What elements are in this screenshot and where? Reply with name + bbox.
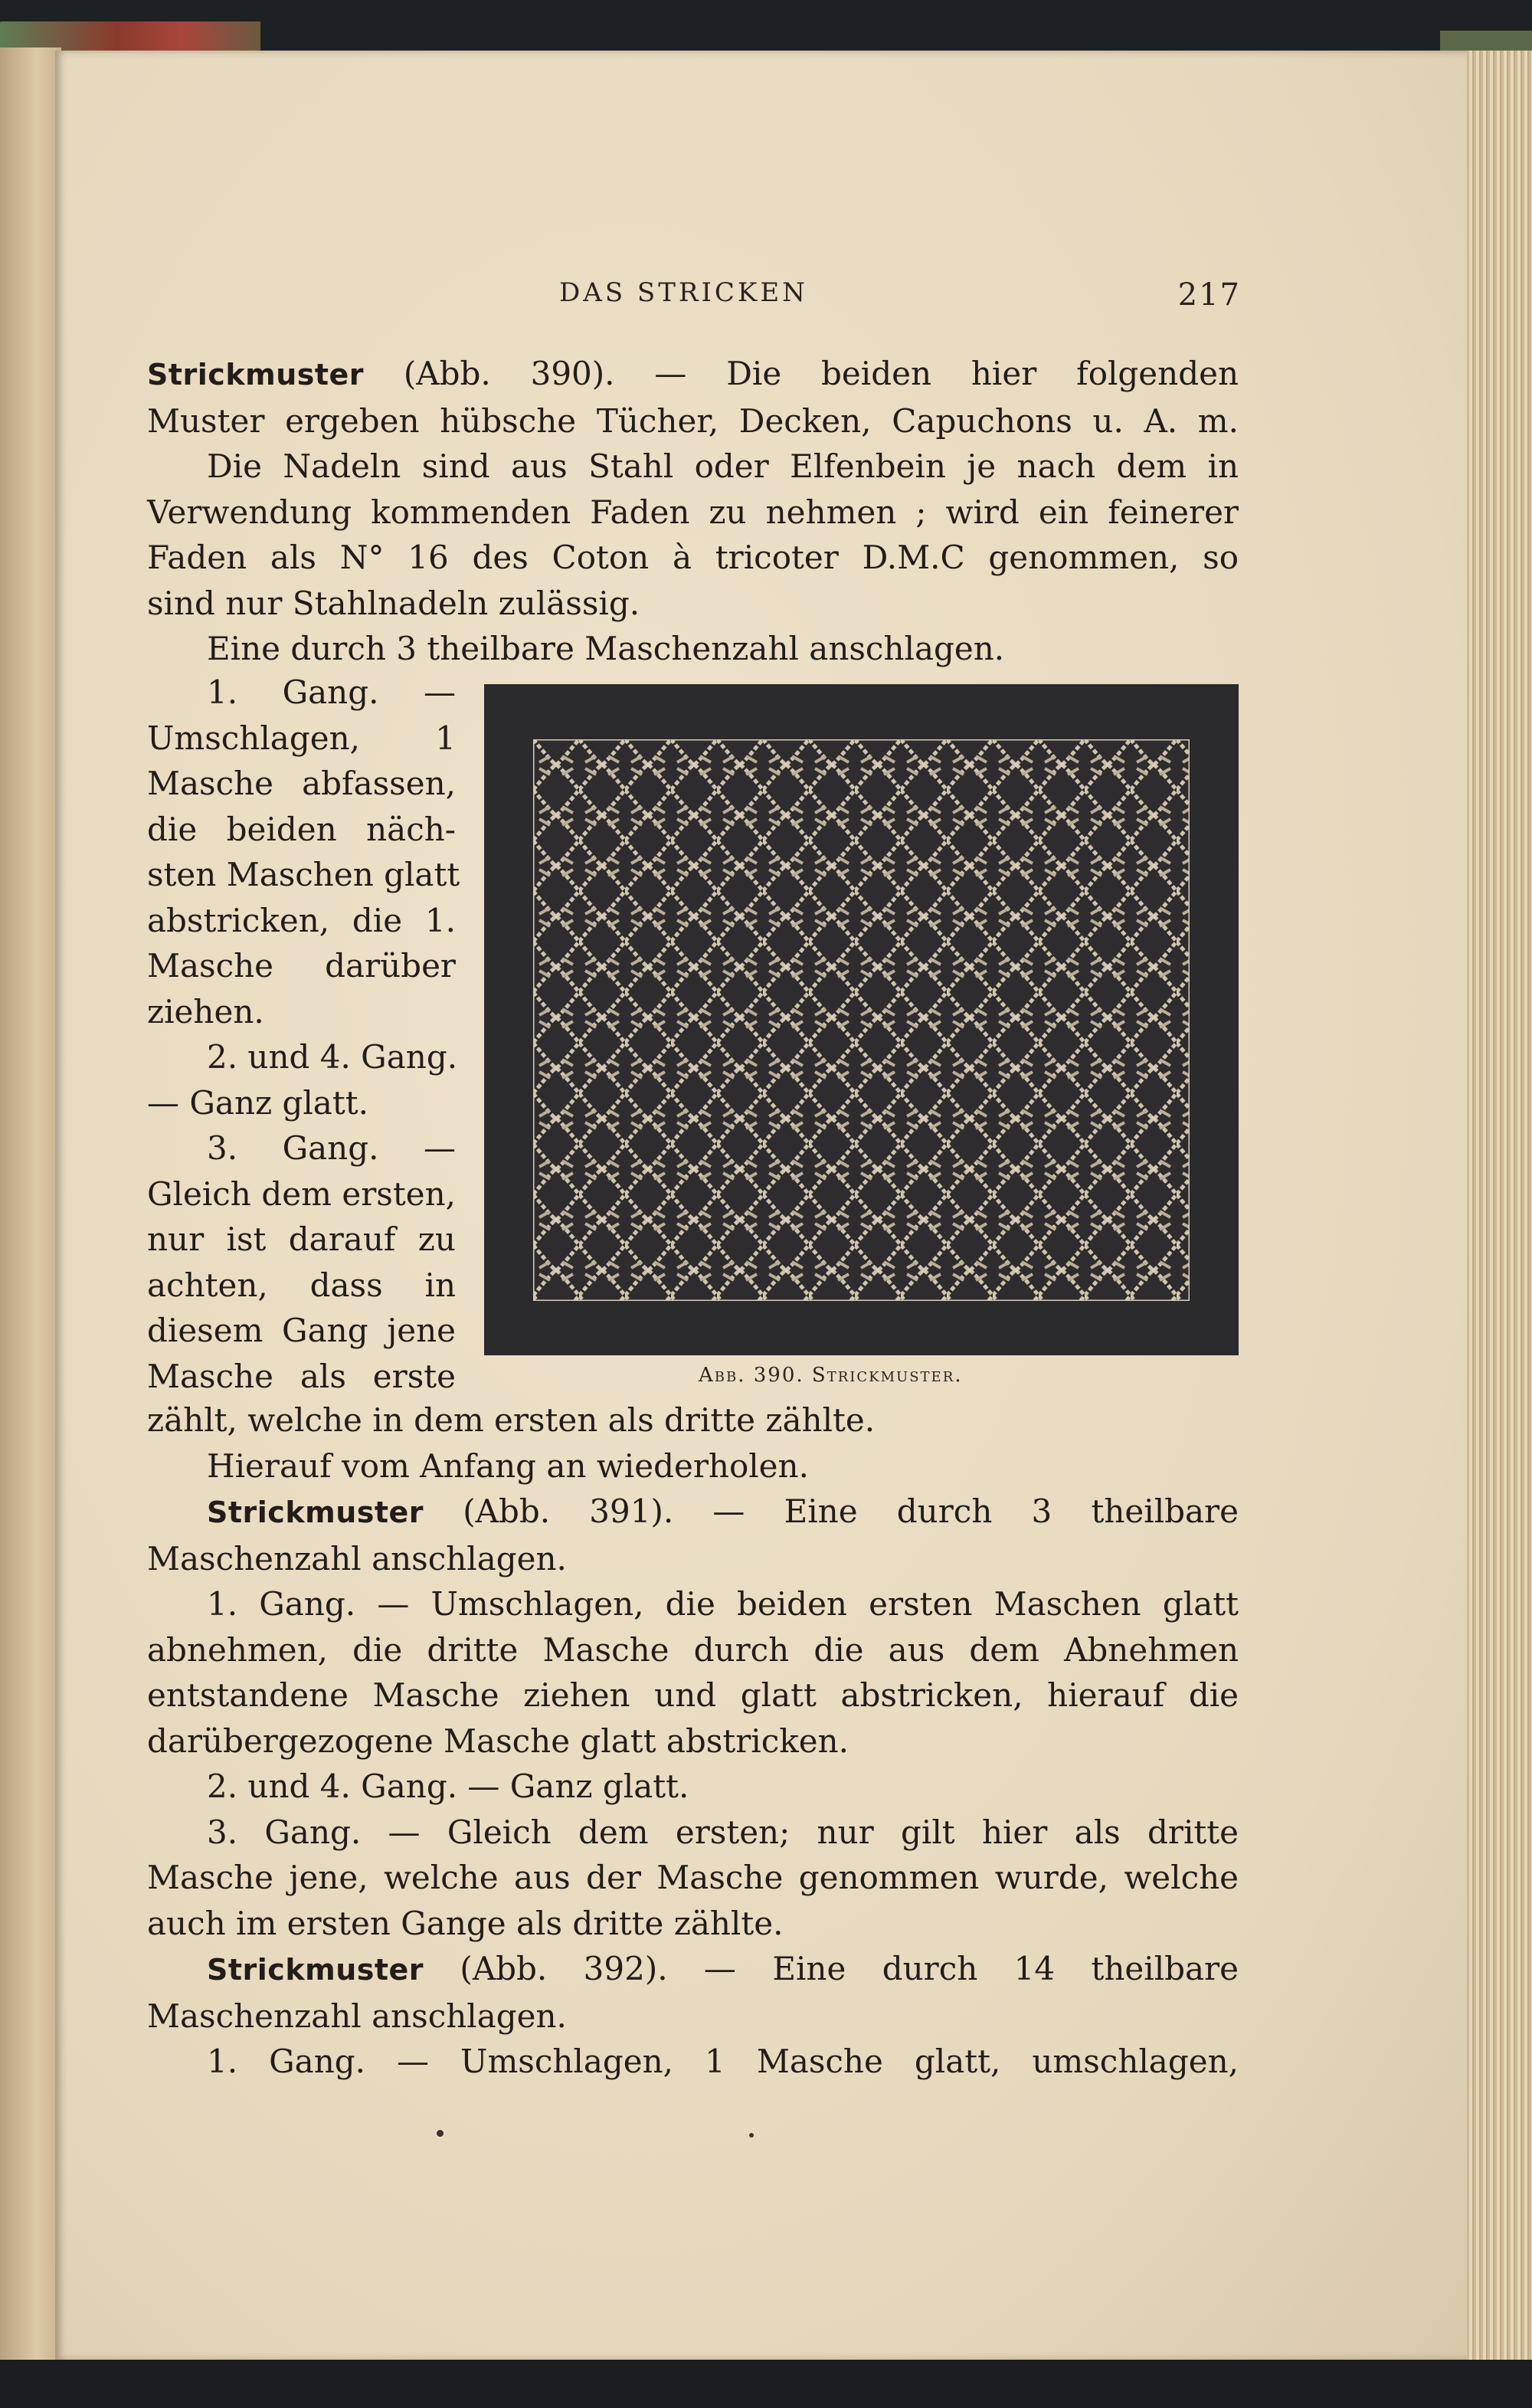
text-line	[147, 2039, 1239, 2085]
text-line	[147, 1125, 456, 1171]
line-text: 3. Gang. —	[207, 1129, 456, 1167]
text-line	[147, 351, 1239, 398]
text-line	[147, 898, 456, 944]
print-speck	[749, 2133, 754, 2138]
text-line	[147, 670, 456, 716]
text-line	[147, 1810, 1239, 1856]
line-text: — Ganz glatt.	[147, 1083, 368, 1122]
text-line	[147, 535, 1239, 581]
text-line	[147, 1718, 1239, 1764]
figure-knitting-pattern	[484, 684, 1239, 1355]
text-column-beside-figure	[147, 670, 460, 1399]
text-line	[147, 1397, 1239, 1443]
book-bottom-edge	[0, 2360, 1532, 2408]
facing-page-edge	[0, 48, 61, 2361]
text-line	[147, 1994, 1239, 2039]
line-text: nur ist darauf zu	[147, 1220, 456, 1258]
text-line	[147, 490, 1239, 536]
text-line	[147, 1946, 1239, 1994]
line-text: Masche jene, welche aus der Masche genommen wurde, welche	[147, 1859, 1239, 1896]
line-text: 1. Gang. — Umschlagen, 1 Masche glatt, umschlagen,	[207, 2043, 1239, 2080]
text-block-intro	[147, 351, 1239, 672]
line-text: 1. Gang. — Umschlagen, die beiden ersten Maschen glatt	[207, 1585, 1239, 1623]
figure-caption: Abb. 390. Strickmuster.	[699, 1364, 963, 1387]
line-text: sten Maschen glatt	[147, 856, 460, 893]
text-line	[147, 444, 1239, 490]
book-top-edge	[0, 0, 1532, 54]
text-line	[147, 989, 456, 1035]
text-line	[147, 716, 456, 762]
text-line	[147, 1536, 1239, 1582]
line-text: die beiden näch-	[147, 810, 456, 848]
line-text: Maschenzahl anschlagen.	[147, 1539, 567, 1577]
heading-rest: (Abb. 392). — Eine durch 14 theilbare	[424, 1950, 1239, 1987]
text-line	[147, 1354, 456, 1400]
text-line	[147, 1443, 1239, 1489]
running-title: DAS STRICKEN	[559, 277, 808, 308]
line-text: abnehmen, die dritte Masche durch die aus dem Abnehmen	[147, 1630, 1239, 1669]
line-text: sind nur Stahlnadeln zulässig.	[147, 584, 640, 622]
line-text: Gleich dem ersten,	[147, 1175, 456, 1213]
text-line	[147, 581, 1239, 627]
line-text: darübergezogene Masche glatt abstricken.	[147, 1722, 849, 1760]
line-text: Muster ergeben hübsche Tücher, Decken, Capuchons u. A. m.	[147, 401, 1239, 440]
line-text: Hierauf vom Anfang an wiederholen.	[207, 1446, 809, 1485]
text-line	[147, 1764, 1239, 1810]
line-text: abstricken, die 1.	[147, 901, 456, 939]
pattern-heading: Strickmuster	[147, 358, 365, 392]
text-line	[147, 1489, 1239, 1536]
line-text: Masche abfassen,	[147, 765, 456, 802]
line-text: Maschenzahl anschlagen.	[147, 1997, 567, 2035]
page-number: 217	[1177, 277, 1241, 313]
line-text: ziehen.	[147, 992, 264, 1030]
text-line	[147, 1672, 1239, 1718]
text-line	[147, 807, 456, 853]
pattern-heading: Strickmuster	[207, 1953, 424, 1987]
line-text: Faden als N° 16 des Coton à tricoter D.M.C genommen, so	[147, 539, 1239, 576]
text-line	[147, 1855, 1239, 1901]
line-text: 2. und 4. Gang. — Ganz glatt.	[207, 1768, 689, 1805]
page-stack-edge	[1467, 51, 1532, 2360]
line-text: 1. Gang. —	[207, 673, 456, 711]
knitting-pattern-illustration	[533, 739, 1190, 1301]
text-line	[147, 626, 1239, 672]
line-text: Eine durch 3 theilbare Maschenzahl anschlagen.	[207, 630, 1005, 667]
heading-rest: (Abb. 390). — Die beiden hier folgenden	[364, 355, 1239, 392]
text-line	[147, 761, 456, 807]
heading-rest: (Abb. 391). — Eine durch 3 theilbare	[424, 1492, 1239, 1530]
line-text: Umschlagen, 1	[147, 719, 456, 757]
line-text: 3. Gang. — Gleich dem ersten; nur gilt hier als dritte	[207, 1813, 1239, 1851]
line-text: Masche darüber	[147, 947, 456, 984]
page-header	[146, 277, 1241, 316]
line-text: auch im ersten Gange als dritte zählte.	[147, 1904, 784, 1942]
text-line	[147, 1263, 456, 1309]
text-line	[147, 852, 460, 898]
text-line	[147, 1581, 1239, 1627]
line-text: Die Nadeln sind aus Stahl oder Elfenbein je nach dem in	[207, 447, 1239, 485]
line-text: entstandene Masche ziehen und glatt abstricken, hierauf die	[147, 1676, 1239, 1714]
ribbon-bookmark	[0, 21, 260, 51]
line-text: Verwendung kommenden Faden zu nehmen ; wird ein feinerer	[147, 493, 1239, 531]
text-line	[147, 1217, 456, 1263]
line-text: 2. und 4. Gang.	[207, 1038, 458, 1076]
text-line	[147, 1080, 456, 1126]
text-line	[147, 943, 456, 989]
line-text: zählt, welche in dem ersten als dritte zählte.	[147, 1401, 876, 1439]
text-line	[147, 1627, 1239, 1673]
text-line	[147, 1034, 456, 1080]
print-speck	[437, 2130, 444, 2137]
text-line	[147, 398, 1239, 444]
line-text: diesem Gang jene	[147, 1312, 456, 1349]
text-line	[147, 1901, 1239, 1947]
line-text: Masche als erste	[147, 1357, 456, 1395]
line-text: achten, dass in	[147, 1266, 456, 1304]
pattern-heading: Strickmuster	[207, 1496, 424, 1529]
text-block-continued	[147, 1397, 1239, 2085]
text-line	[147, 1171, 456, 1217]
text-line	[147, 1308, 456, 1354]
